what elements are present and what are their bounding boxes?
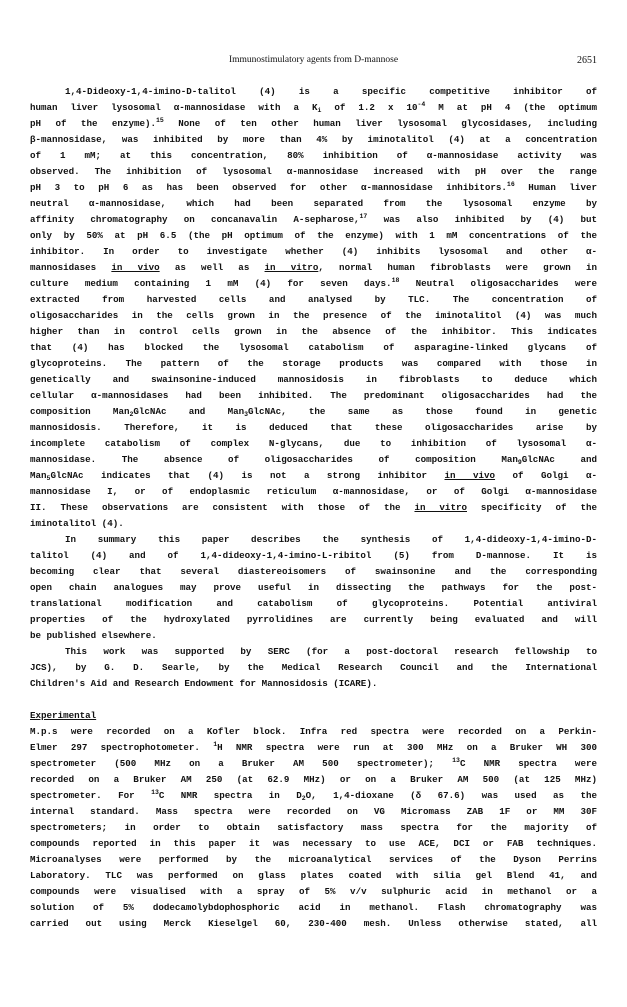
text-line: mannosidase I, or of endoplasmic reticulum α-mannosidase, or of Golgi α-mannosidase	[30, 486, 597, 497]
text-line: mannosidase. The absence of oligosaccharides of composition Man$_9$GlcNAc and	[30, 454, 597, 466]
text-line: human liver lysosomal α-mannosidase with a $K_i$ of 1.2 x $10^{-4}$ M at pH 4 (the optimum	[30, 101, 597, 114]
text-line: compounds reported in this paper it was necessary to use ACE, DCI or FAB techniques.	[30, 838, 597, 849]
text-line: Laboratory. TLC was performed on glass plates coated with silia gel Blend 41, and	[30, 870, 597, 881]
paragraph-summary	[30, 532, 597, 644]
text-line: mannosidases in vivo as well as in vitro, normal human fibroblasts were grown in	[30, 262, 597, 273]
text-line: solution of 5% dodecamolybdophosphoric acid in methanol. Flash chromatography was	[30, 902, 597, 913]
text-line: translational modification and catabolism of glycoproteins. Potential antiviral	[30, 598, 597, 609]
text-line: properties of the hydroxylated pyrrolidines are currently being evaluated and will	[30, 614, 597, 625]
text-line: be published elsewhere.	[30, 630, 157, 641]
text-line: spectrometer. For $^{13}$C NMR spectra in $D_2O$, 1,4-dioxane (δ 67.6) was used as the	[30, 789, 597, 802]
text-line: This work was supported by SERC (for a post-doctoral research fellowship to	[65, 646, 597, 657]
text-line: JCS), by G. D. Searle, by the Medical Research Council and the International	[30, 662, 597, 673]
running-header-title: Immunostimulatory agents from D-mannose	[228, 55, 399, 65]
text-line: Children's Aid and Research Endowment for Mannosidosis (ICARE).	[30, 678, 378, 689]
text-line: spectrometer (500 MHz on a Bruker AM 500 spectrometer); $^{13}$C NMR spectra were	[30, 757, 597, 769]
text-line: composition Man$_2$GlcNAc and Man$_3$GlcNAc, the same as those found in genetic	[30, 406, 597, 418]
text-line: glycoproteins. The pattern of the storage products was compared with those in	[30, 358, 597, 369]
text-line: open chain analogues may prove useful in dissecting the pathways for the post-	[30, 582, 597, 593]
article-body	[30, 84, 597, 932]
paragraph-acknowledgements	[30, 644, 597, 692]
text-line: culture medium containing 1 mM (4) for seven days.$^{18}$ Neutral oligosaccharides were	[30, 277, 597, 289]
text-line: internal standard. Mass spectra were recorded on VG Micromass ZAB 1F or MM 30F	[30, 806, 597, 817]
text-line: becoming clear that several diastereoisomers of swainsonine and the corresponding	[30, 566, 597, 577]
section-spacer	[30, 692, 597, 708]
text-line: recorded on a Bruker AM 250 (at 62.9 MHz) or on a Bruker AM 500 (at 125 MHz)	[30, 774, 597, 785]
text-line: Man$_5$GlcNAc indicates that (4) is not a strong inhibitor in vivo of Golgi α-	[30, 470, 597, 482]
text-line: incomplete catabolism of complex N-glycans, due to inhibition of lysosomal α-	[30, 438, 597, 449]
text-line: pH 3 to pH 6 as has been observed for other α-mannosidase inhibitors.$^{16}$ Human liver	[30, 181, 597, 193]
text-line: inhibitor. In order to investigate whether (4) inhibits lysosomal and other α-	[30, 246, 597, 257]
text-line: of 1 mM; at this concentration, 80% inhibition of α-mannosidase activity was	[30, 150, 597, 161]
paragraph-inhibition-results	[30, 84, 597, 532]
text-line: In summary this paper describes the synthesis of 1,4-dideoxy-1,4-imino-D-	[65, 534, 597, 545]
section-experimental	[30, 708, 597, 932]
text-line: genetically and swainsonine-induced mannosidosis in fibroblasts to deduce which	[30, 374, 597, 385]
text-line: extracted from harvested cells and analysed by TLC. The concentration of	[30, 294, 597, 305]
text-line: talitol (4) and of 1,4-dideoxy-1,4-imino-L-ribitol (5) from D-mannose. It is	[30, 550, 597, 561]
page-number: 2651	[577, 55, 597, 66]
text-line: neutral α-mannosidase, which had been separated from the lysosomal enzyme by	[30, 198, 597, 209]
text-line: spectrometers; in order to obtain satisfactory mass spectra for the majority of	[30, 822, 597, 833]
text-line: carried out using Merck Kieselgel 60, 230-400 mesh. Unless otherwise stated, all	[30, 918, 597, 929]
text-line: Elmer 297 spectrophotometer. $^1$H NMR spectra were run at 300 MHz on a Bruker WH 300	[30, 741, 597, 753]
text-line: mannosidosis. Therefore, it is deduced that these oligosaccharides arise by	[30, 422, 597, 433]
text-line: Microanalyses were performed by the microanalytical services of the Dyson Perrins	[30, 854, 597, 865]
text-line: pH of the enzyme).$^{15}$ None of ten other human liver lysosomal glycosidases, including	[30, 117, 597, 129]
text-line: M.p.s were recorded on a Kofler block. Infra red spectra were recorded on a Perkin-	[30, 726, 597, 737]
section-heading: Experimental	[30, 710, 97, 721]
text-line: β-mannosidase, was inhibited by more than 4% by iminotalitol (4) at a concentration	[30, 134, 597, 145]
text-line: affinity chromatography on concanavalin A-sepharose,$^{17}$ was also inhibited by (4) but	[30, 213, 597, 225]
text-line: that (4) has blocked the lysosomal catabolism of asparagine-linked glycans of	[30, 342, 597, 353]
text-line: oligosaccharides in the cells grown in the presence of the iminotalitol (4) was much	[30, 310, 597, 321]
text-line: 1,4-Dideoxy-1,4-imino-D-talitol (4) is a specific competitive inhibitor of	[65, 86, 597, 97]
text-line: only by 50% at pH 6.5 (the pH optimum of the enzyme) with 1 mM concentrations of the	[30, 230, 597, 241]
text-line: compounds were visualised with a spray of 5% v/v sulphuric acid in methanol or a	[30, 886, 597, 897]
text-line: cellular α-mannosidases had been inhibited. The predominant oligosaccharides had the	[30, 390, 597, 401]
text-line: II. These observations are consistent with those of the in vitro specificity of the	[30, 502, 597, 513]
text-line: iminotalitol (4).	[30, 518, 124, 529]
text-line: higher than in control cells grown in the absence of the inhibitor. This indicates	[30, 326, 597, 337]
text-line: observed. The inhibition of lysosomal α-mannosidase increased with pH over the range	[30, 166, 597, 177]
